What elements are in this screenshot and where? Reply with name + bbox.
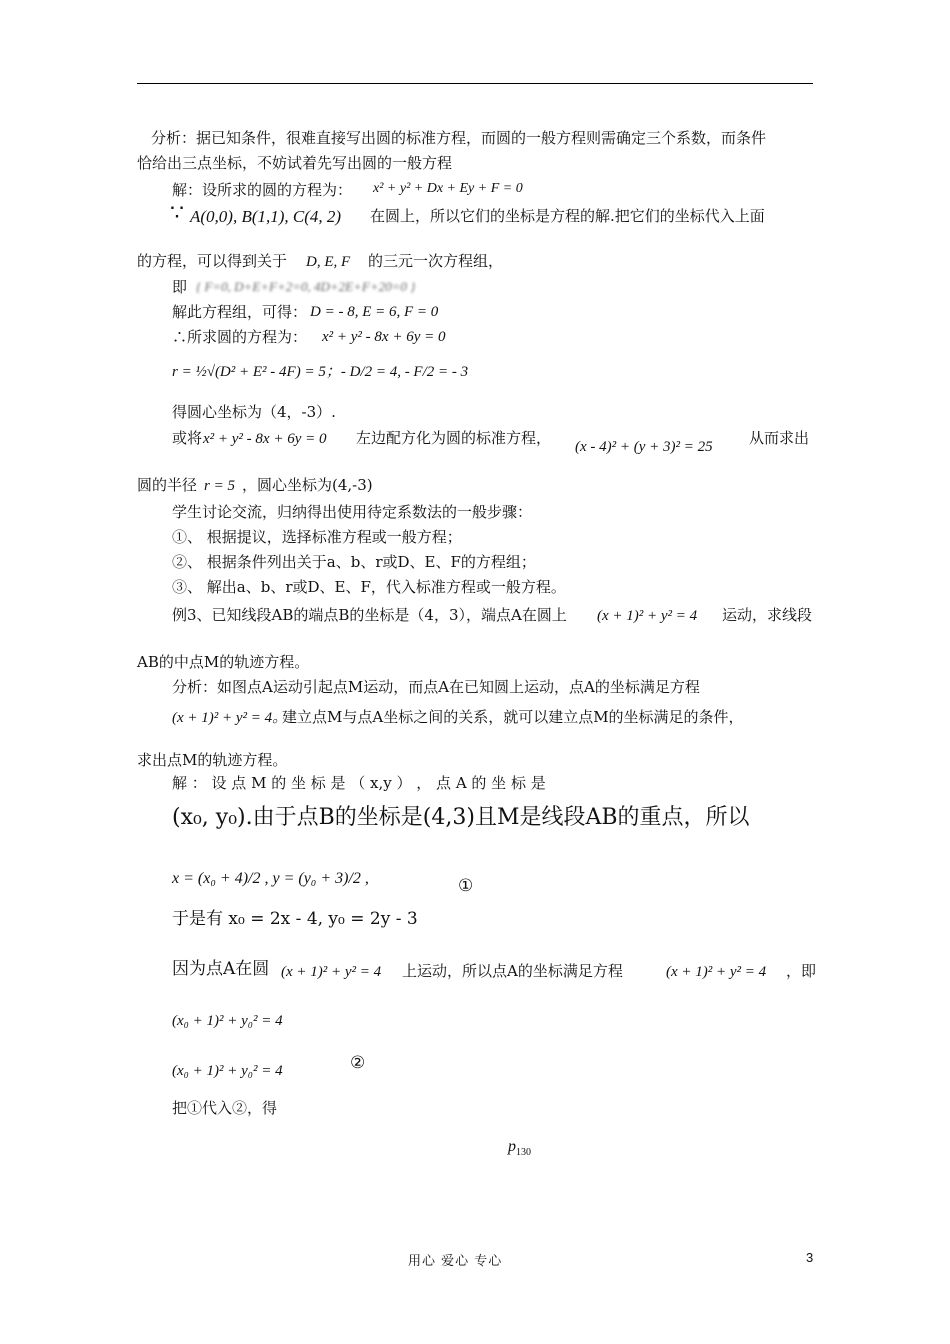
text-line: 圆的半径 bbox=[137, 476, 198, 494]
text-line: ∴所求圆的方程为： bbox=[172, 328, 308, 346]
text-line: 建立点M与点A坐标之间的关系，就可以建立点M的坐标满足的条件， bbox=[282, 708, 744, 726]
page-number: 3 bbox=[806, 1250, 814, 1265]
because-point-a: 因为点A在圆 bbox=[172, 959, 270, 979]
midpoint-formula: x = (x₀ + 4)/2 , y = (y₀ + 3)/2 , bbox=[172, 870, 369, 887]
text-line: 即 bbox=[172, 278, 188, 296]
x0y0-statement: (x₀, y₀).由于点B的坐标是(4,3)且M是线段AB的重点，所以 bbox=[172, 805, 750, 830]
circle-mark-1: ① bbox=[458, 876, 474, 896]
because-symbol: ∵ bbox=[170, 201, 184, 226]
text-line: 学生讨论交流，归纳得出使用待定系数法的一般步骤： bbox=[172, 503, 533, 521]
radius-formula: r = ½√(D² + E² - 4F) = 5；- D/2 = 4, - F/2 = - 3 bbox=[172, 364, 469, 380]
text-line: 的方程，可以得到关于 bbox=[137, 252, 288, 270]
circle-mark-2: ② bbox=[350, 1053, 366, 1073]
circle-eq-d: (x + 1)² + y² = 4 bbox=[666, 964, 767, 980]
text-line: 分析：据已知条件，很难直接写出圆的标准方程，而圆的一般方程则需确定三个系数，而条件 bbox=[151, 129, 767, 147]
text-line: 把①代入②，得 bbox=[172, 1099, 278, 1117]
text-line: 解此方程组，可得： bbox=[172, 303, 308, 321]
text-line: ③、 解出a、b、r或D、E、F，代入标准方程或一般方程。 bbox=[172, 578, 566, 596]
three-points: A(0,0), B(1,1), C(4, 2) bbox=[190, 207, 342, 226]
text-line: AB的中点M的轨迹方程。 bbox=[137, 653, 310, 671]
text-line: 解：设所求的圆的方程为： bbox=[172, 181, 353, 199]
text-line: ，圆心坐标为(4,-3) bbox=[242, 476, 373, 494]
text-line: ②、 根据条件列出关于a、b、r或D、E、F的方程组； bbox=[172, 553, 536, 571]
circle-equation-2: x² + y² - 8x + 6y = 0 bbox=[203, 431, 327, 447]
substitution-line: 于是有 x₀ = 2x - 4, y₀ = 2y - 3 bbox=[172, 909, 418, 929]
text-line: 上运动，所以点A的坐标满足方程 bbox=[402, 962, 623, 980]
text-line: 或将 bbox=[172, 429, 203, 447]
footer-motto: 用心 爱心 专心 bbox=[408, 1254, 503, 1269]
equation-system-blurred: { F=0, D+E+F+2=0, 4D+2E+F+20=0 } bbox=[196, 279, 416, 294]
circle-eq-b: (x + 1)² + y² = 4。 bbox=[172, 710, 288, 726]
text-line: 在圆上，所以它们的坐标是方程的解.把它们的坐标代入上面 bbox=[370, 207, 765, 225]
circle-equation: x² + y² - 8x + 6y = 0 bbox=[322, 329, 446, 345]
solution-values: D = - 8, E = 6, F = 0 bbox=[310, 304, 439, 320]
text-line: 求出点M的轨迹方程。 bbox=[137, 751, 288, 769]
text-line: 得圆心坐标为（4，-3）. bbox=[172, 403, 336, 421]
radius-value: r = 5 bbox=[204, 478, 235, 494]
page-mark: $p_{130}$ bbox=[508, 1138, 531, 1159]
coefficients-def: D, E, F bbox=[306, 254, 351, 270]
text-line: 例3、已知线段AB的端点B的坐标是（4，3），端点A在圆上 bbox=[172, 606, 567, 624]
circle-eq-a: (x + 1)² + y² = 4 bbox=[597, 608, 698, 624]
text-line: 左边配方化为圆的标准方程， bbox=[356, 429, 552, 447]
text-line: ①、 根据提议，选择标准方程或一般方程； bbox=[172, 528, 462, 546]
text-line: 运动，求线段 bbox=[722, 606, 813, 624]
text-line: 解 ： 设 点 M 的 坐 标 是 （ x,y ） ， 点 A 的 坐 标 是 bbox=[172, 774, 546, 792]
text-line: ，即 bbox=[786, 962, 817, 980]
x0-equation-b: (x₀ + 1)² + y₀² = 4 bbox=[172, 1063, 283, 1079]
text-line: 分析：如图点A运动引起点M运动，而点A在已知圆上运动，点A的坐标满足方程 bbox=[172, 678, 700, 696]
header-rule bbox=[137, 83, 813, 84]
text-line: 从而求出 bbox=[749, 429, 810, 447]
general-circle-equation: x² + y² + Dx + Ey + F = 0 bbox=[373, 181, 523, 196]
x0-equation-a: (x₀ + 1)² + y₀² = 4 bbox=[172, 1013, 283, 1029]
standard-equation: (x - 4)² + (y + 3)² = 25 bbox=[575, 439, 713, 455]
text-line: 的三元一次方程组， bbox=[368, 252, 504, 270]
text-line: 恰给出三点坐标，不妨试着先写出圆的一般方程 bbox=[137, 154, 453, 172]
circle-eq-c: (x + 1)² + y² = 4 bbox=[281, 964, 382, 980]
